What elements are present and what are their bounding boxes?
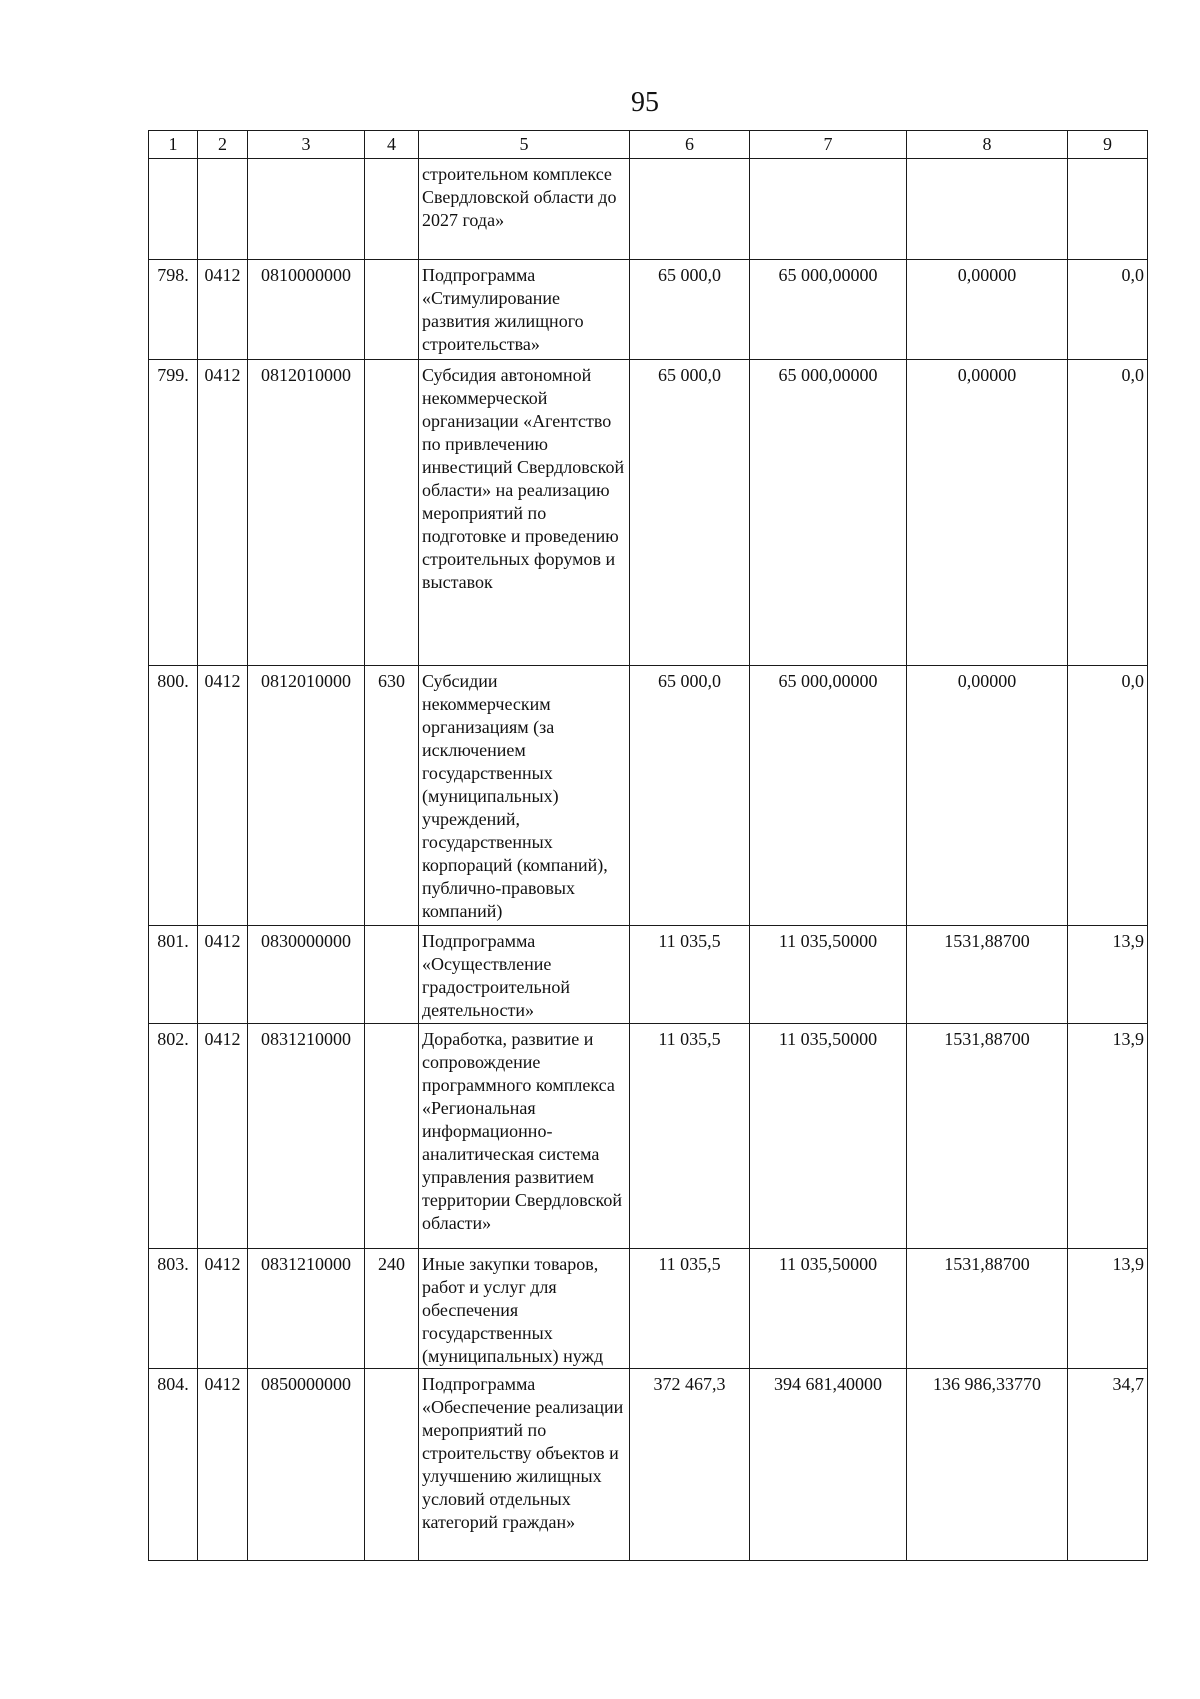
approved-amount-cell: 65 000,00000 <box>750 666 907 926</box>
approved-amount-cell: 394 681,40000 <box>750 1369 907 1561</box>
target-article-cell: 0850000000 <box>248 1369 365 1561</box>
expense-type-cell: 240 <box>365 1249 419 1369</box>
column-header: 1 <box>149 131 198 159</box>
section-code-cell: 0412 <box>198 1369 248 1561</box>
expense-type-cell <box>365 926 419 1024</box>
percent-cell: 0,0 <box>1068 360 1148 666</box>
row-number-cell: 801. <box>149 926 198 1024</box>
column-header: 7 <box>750 131 907 159</box>
planned-amount-cell <box>630 159 750 260</box>
column-header: 2 <box>198 131 248 159</box>
expense-type-cell <box>365 360 419 666</box>
row-number-cell: 803. <box>149 1249 198 1369</box>
percent-cell: 0,0 <box>1068 260 1148 360</box>
target-article-cell: 0812010000 <box>248 666 365 926</box>
planned-amount-cell: 65 000,0 <box>630 360 750 666</box>
target-article-cell: 0810000000 <box>248 260 365 360</box>
percent-cell: 34,7 <box>1068 1369 1148 1561</box>
description-cell: Доработка, развитие и сопровождение программного комплекса «Региональная информационно-аналитическая система управления развитием территории Свердловской области» <box>419 1024 630 1249</box>
budget-table <box>148 130 1148 1561</box>
percent-cell: 0,0 <box>1068 666 1148 926</box>
description-cell: строительном комплексе Свердловской области до 2027 года» <box>419 159 630 260</box>
section-code-cell: 0412 <box>198 1024 248 1249</box>
table-row <box>149 1249 1148 1369</box>
executed-amount-cell: 0,00000 <box>907 360 1068 666</box>
row-number-cell: 798. <box>149 260 198 360</box>
section-code-cell: 0412 <box>198 260 248 360</box>
planned-amount-cell: 65 000,0 <box>630 666 750 926</box>
table-row <box>149 159 1148 260</box>
section-code-cell: 0412 <box>198 666 248 926</box>
column-header: 8 <box>907 131 1068 159</box>
executed-amount-cell <box>907 159 1068 260</box>
approved-amount-cell: 11 035,50000 <box>750 926 907 1024</box>
executed-amount-cell: 0,00000 <box>907 666 1068 926</box>
table-row <box>149 926 1148 1024</box>
percent-cell: 13,9 <box>1068 1249 1148 1369</box>
page-number: 95 <box>631 87 659 118</box>
section-code-cell: 0412 <box>198 926 248 1024</box>
column-header: 5 <box>419 131 630 159</box>
section-code-cell: 0412 <box>198 1249 248 1369</box>
table-row <box>149 1369 1148 1561</box>
table-row <box>149 666 1148 926</box>
approved-amount-cell: 65 000,00000 <box>750 260 907 360</box>
description-cell: Иные закупки товаров, работ и услуг для обеспечения государственных (муниципальных) нужд <box>419 1249 630 1369</box>
target-article-cell: 0831210000 <box>248 1249 365 1369</box>
planned-amount-cell: 11 035,5 <box>630 1249 750 1369</box>
target-article-cell: 0830000000 <box>248 926 365 1024</box>
expense-type-cell: 630 <box>365 666 419 926</box>
approved-amount-cell <box>750 159 907 260</box>
column-header: 6 <box>630 131 750 159</box>
percent-cell <box>1068 159 1148 260</box>
expense-type-cell <box>365 159 419 260</box>
executed-amount-cell: 1531,88700 <box>907 1024 1068 1249</box>
target-article-cell: 0831210000 <box>248 1024 365 1249</box>
table-row <box>149 1024 1148 1249</box>
executed-amount-cell: 1531,88700 <box>907 1249 1068 1369</box>
row-number-cell: 800. <box>149 666 198 926</box>
row-number-cell: 804. <box>149 1369 198 1561</box>
table-header-row <box>149 131 1148 159</box>
approved-amount-cell: 65 000,00000 <box>750 360 907 666</box>
planned-amount-cell: 11 035,5 <box>630 1024 750 1249</box>
table-row <box>149 260 1148 360</box>
target-article-cell: 0812010000 <box>248 360 365 666</box>
planned-amount-cell: 11 035,5 <box>630 926 750 1024</box>
section-code-cell: 0412 <box>198 360 248 666</box>
description-cell: Подпрограмма «Стимулирование развития жилищного строительства» <box>419 260 630 360</box>
approved-amount-cell: 11 035,50000 <box>750 1249 907 1369</box>
description-cell: Подпрограмма «Обеспечение реализации мероприятий по строительству объектов и улучшению жилищных условий отдельных категорий граждан» <box>419 1369 630 1561</box>
executed-amount-cell: 0,00000 <box>907 260 1068 360</box>
expense-type-cell <box>365 1369 419 1561</box>
column-header: 4 <box>365 131 419 159</box>
column-header: 9 <box>1068 131 1148 159</box>
executed-amount-cell: 136 986,33770 <box>907 1369 1068 1561</box>
expense-type-cell <box>365 260 419 360</box>
description-cell: Субсидия автономной некоммерческой организации «Агентство по привлечению инвестиций Свердловской области» на реализацию мероприятий по подготовке и проведению строительных форумов и выставок <box>419 360 630 666</box>
table-row <box>149 360 1148 666</box>
section-code-cell <box>198 159 248 260</box>
row-number-cell: 799. <box>149 360 198 666</box>
planned-amount-cell: 372 467,3 <box>630 1369 750 1561</box>
approved-amount-cell: 11 035,50000 <box>750 1024 907 1249</box>
row-number-cell: 802. <box>149 1024 198 1249</box>
planned-amount-cell: 65 000,0 <box>630 260 750 360</box>
row-number-cell <box>149 159 198 260</box>
description-cell: Субсидии некоммерческим организациям (за исключением государственных (муниципальных) учреждений, государственных корпораций (компаний), публично-правовых компаний) <box>419 666 630 926</box>
percent-cell: 13,9 <box>1068 926 1148 1024</box>
percent-cell: 13,9 <box>1068 1024 1148 1249</box>
executed-amount-cell: 1531,88700 <box>907 926 1068 1024</box>
target-article-cell <box>248 159 365 260</box>
column-header: 3 <box>248 131 365 159</box>
expense-type-cell <box>365 1024 419 1249</box>
description-cell: Подпрограмма «Осуществление градостроительной деятельности» <box>419 926 630 1024</box>
